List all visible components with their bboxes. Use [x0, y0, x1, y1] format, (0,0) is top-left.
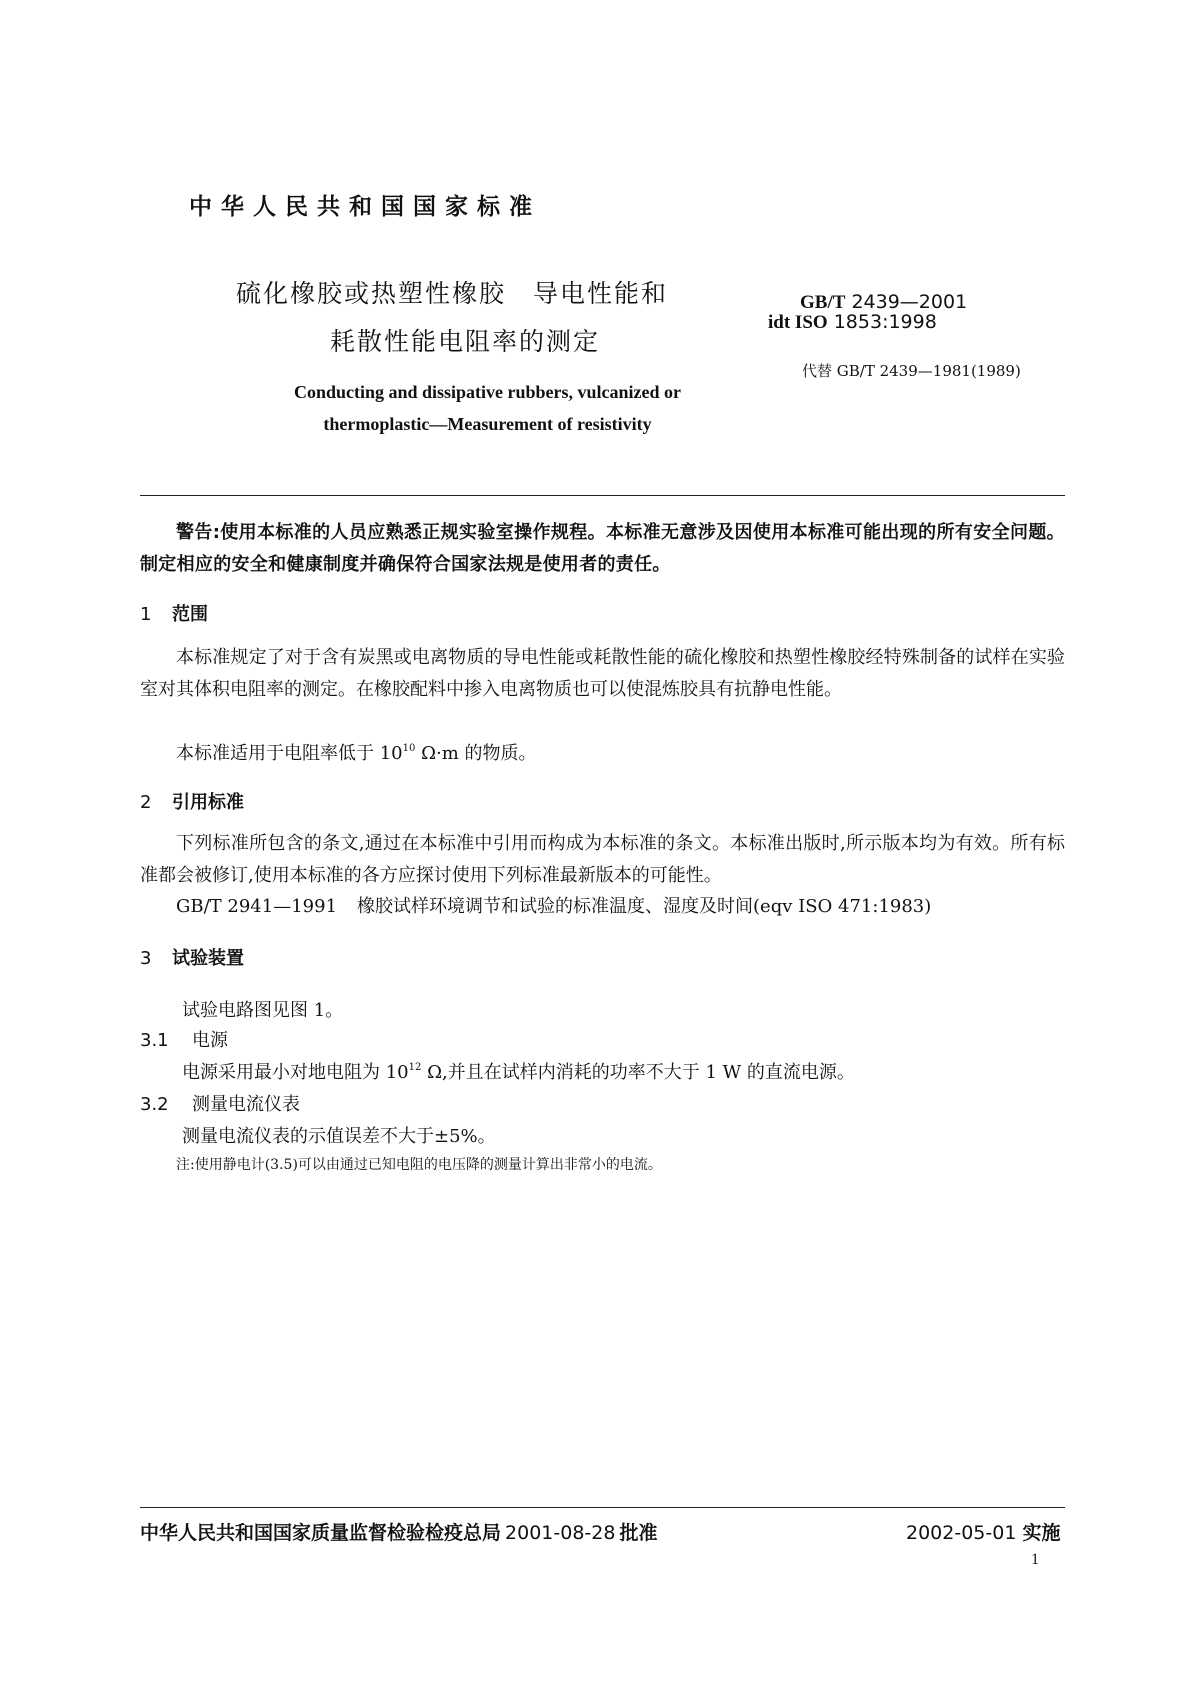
section-1-title: 范围 [172, 604, 208, 625]
section-3-1-text-body: 电源采用最小对地电阻为 10 [182, 1062, 409, 1083]
section-3-1-exponent: 12 [408, 1062, 422, 1073]
footer-issuer: 中华人民共和国国家质量监督检验检疫总局 [140, 1522, 502, 1544]
section-3-2-text: 测量电流仪表的示值误差不大于±5%。 [182, 1126, 496, 1147]
standard-header-title: 中华人民共和国国家标准 [189, 194, 541, 220]
section-3-1-title: 电源 [192, 1030, 228, 1051]
standard-idt [768, 311, 937, 334]
section-2-heading [140, 788, 244, 814]
section-3-2-title: 测量电流仪表 [192, 1094, 300, 1115]
section-3-number: 3 [140, 948, 152, 969]
top-divider [140, 495, 1065, 496]
document-title-zh-line1: 硫化橡胶或热塑性橡胶 导电性能和 [236, 279, 669, 308]
section-1-paragraph-2 [140, 738, 1065, 770]
standard-replaces: 代替 GB/T 2439—1981(1989) [802, 362, 1021, 380]
section-3-title: 试验装置 [172, 948, 244, 969]
section-1-para2-unit: Ω·m 的物质。 [415, 743, 537, 764]
footer-effective-date: 2002-05-01 [906, 1522, 1017, 1544]
footer-effective-block [906, 1518, 1060, 1545]
section-3-heading [140, 944, 244, 970]
footer-issue-date: 2001-08-28 [505, 1522, 616, 1544]
section-1-para2-exponent: 10 [402, 743, 416, 754]
section-2-paragraph-1: 下列标准所包含的条文,通过在本标准中引用而构成为本标准的条文。本标准出版时,所示版本均为有效。所有标准都会被修订,使用本标准的各方应探讨使用下列标准最新版本的可能性。 [140, 833, 1065, 886]
document-title-zh-line2: 耗散性能电阻率的测定 [330, 327, 601, 356]
footer-issuer-block [140, 1518, 657, 1545]
section-1-para2-text: 本标准适用于电阻率低于 10 [176, 743, 403, 764]
footer-effective-label: 实施 [1022, 1522, 1061, 1544]
reference-description: 橡胶试样环境调节和试验的标准温度、湿度及时间(eqv ISO 471:1983) [357, 896, 932, 917]
reference-code: GB/T 2941—1991 [176, 896, 338, 917]
standard-code-number: 2439—2001 [851, 291, 968, 313]
section-3-2-number: 3.2 [140, 1094, 169, 1115]
section-3-1-heading [140, 1026, 228, 1052]
section-1-number: 1 [140, 604, 152, 625]
bottom-divider [140, 1507, 1065, 1508]
section-1-paragraph-1: 本标准规定了对于含有炭黑或电离物质的导电性能或耗散性能的硫化橡胶和热塑性橡胶经特殊制备的试样在实验室对其体积电阻率的测定。在橡胶配料中掺入电离物质也可以使混炼胶具有抗静电性能。 [140, 647, 1065, 700]
document-title-en-line1: Conducting and dissipative rubbers, vulcanized or [293, 382, 682, 402]
section-3-2-heading [140, 1090, 300, 1116]
section-3-intro: 试验电路图见图 1。 [182, 1000, 344, 1021]
section-2-title: 引用标准 [172, 792, 244, 813]
section-1-heading [140, 600, 208, 626]
document-title-en-line2: thermoplastic—Measurement of resistivity [323, 414, 652, 434]
warning-paragraph: 警告:使用本标准的人员应熟悉正规实验室操作规程。本标准无意涉及因使用本标准可能出现的所有安全问题。制定相应的安全和健康制度并确保符合国家法规是使用者的责任。 [140, 522, 1065, 575]
standard-code-prefix: GB/T [800, 292, 846, 313]
section-3-1-number: 3.1 [140, 1030, 169, 1051]
standard-idt-number: 1853:1998 [833, 311, 937, 333]
page-number: 1 [1031, 1551, 1039, 1568]
section-3-1-text-rest: Ω,并且在试样内消耗的功率不大于 1 W 的直流电源。 [421, 1062, 855, 1083]
section-3-2-note: 注:使用静电计(3.5)可以由通过已知电阻的电压降的测量计算出非常小的电流。 [176, 1157, 662, 1173]
section-3-1-text [182, 1058, 855, 1084]
normative-reference-item [176, 892, 931, 918]
standard-idt-prefix: idt ISO [768, 312, 828, 333]
section-2-number: 2 [140, 792, 152, 813]
footer-issue-label: 批准 [619, 1522, 658, 1544]
